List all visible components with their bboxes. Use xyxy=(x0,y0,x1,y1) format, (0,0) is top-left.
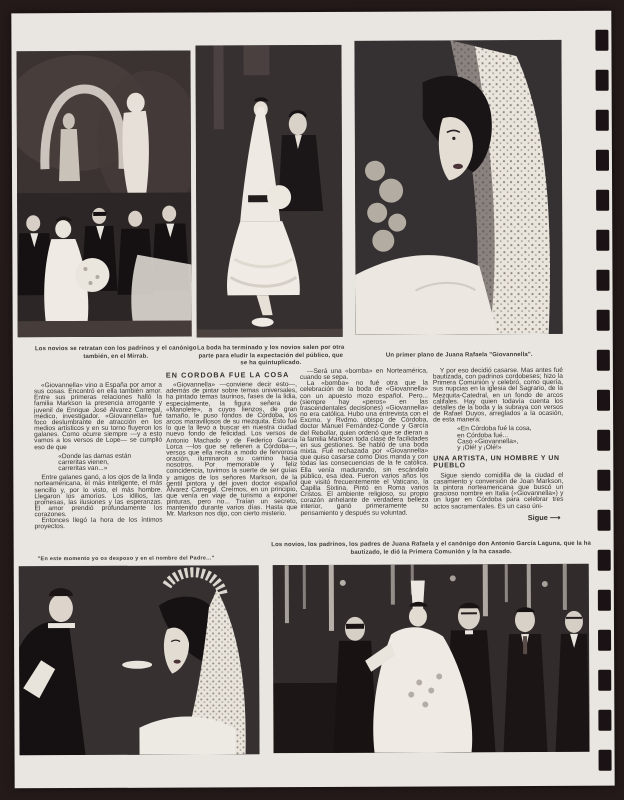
photo-novios-salen-image xyxy=(195,45,342,338)
magazine-page xyxy=(11,11,614,789)
article-column-3 xyxy=(300,368,429,516)
binding-perforation xyxy=(596,70,609,91)
binding-perforations xyxy=(595,30,611,771)
photo-couple-with-padrinos-mirrab xyxy=(16,51,191,338)
binding-perforation xyxy=(597,350,610,371)
paragraph: Entre galanes ganó, a los ojos de la linda norteamericana, el más inteligente, el más sencillo y, por lo visto, el más hombre. Llegaron los amoríos. Los idilios, las promesas, las ilusiones y las esperanzas. El amor prendió profundamente los corazones. xyxy=(34,473,163,519)
article-column-4 xyxy=(433,368,564,529)
binding-perforation xyxy=(597,390,610,411)
paragraph: —Será una «bomba» en Norteamérica, cuando se sepa. xyxy=(299,367,428,382)
caption-top-left: Los novios se retratan con los padrinos y el canónigo también, en el Mirrab. xyxy=(34,345,197,360)
binding-perforation xyxy=(597,310,610,331)
binding-perforation xyxy=(598,630,611,651)
photo-desposorio-image xyxy=(19,565,260,755)
binding-perforation xyxy=(597,430,610,451)
photo-cortejo-image xyxy=(273,564,590,753)
photo-primer-plano-image xyxy=(354,40,562,335)
article-column-1 xyxy=(34,383,163,531)
binding-perforation xyxy=(599,750,612,771)
paragraph: Entonces llegó la hora de los íntimos proyectos. xyxy=(34,516,163,531)
section-heading-en-cordoba: EN CORDOBA FUE LA COSA xyxy=(165,370,290,380)
continuation-note xyxy=(434,512,564,522)
binding-perforation xyxy=(598,590,611,611)
photo-couple-with-padrinos-image xyxy=(16,51,191,338)
binding-perforation xyxy=(596,110,609,131)
section-heading-una-artista: UNA ARTISTA, UN HOMBRE Y UN PUEBLO xyxy=(433,454,560,470)
photo-primer-plano-giovannella xyxy=(354,40,562,335)
paragraph: «Giovannella» —conviene decir esto—, además de pintar sobre temas universales, ha pintado temas taurinos, fases de la lidia, especialmente, la figura señera de «Manolete», a cuyos lienzos, de gran tamaño, le puso fondos de Córdoba, los arcos maravillosos de su mezquita. Esto fué lo que la llevó a buscar en nuestra ciudad nuevo fondo de felicidad. Los versos de Antonio Machado y de Federico García Lorca —los que se refieren a Córdoba—, versos que ella recita a modo de fervorosa oración, iluminaron su camino hacia nosotros. Por memorable y feliz coincidencia, tuvimos la suerte de ser guías y amigos de los señores Markson, de la gentil pintora y del joven doctor español Alvarez Carregal. Creímos, en un principio, que venía en viaje de turismo a exponer pinturas, pero no... Traían un secreto, mantenido durante varios días. Hasta que Mr. Markson nos dijo, con cierto misterio. xyxy=(165,381,298,519)
caption-top-right: Un primer plano de Juana Rafaela "Giovannella". xyxy=(385,352,533,359)
caption-bottom-right: Los novios, los padrinos, los padres de Juana Rafaela y el canónigo don Antonio García Laguna, que la ha bautizado, le dió la Primera Comunión y la ha casado. xyxy=(271,540,592,556)
binding-perforation xyxy=(597,470,610,491)
binding-perforation xyxy=(595,30,608,51)
binding-perforation xyxy=(596,190,609,211)
binding-perforation xyxy=(597,510,610,531)
paragraph: Sigue siendo comidilla de la ciudad el casamiento y conversión de Joan Markson, la pintora norteamericana que buscó un gracioso nombre en Italia («Giovannella») y un lugar en Córdoba para celebrar tres actos sacramentales. Es un caso úni- xyxy=(433,471,564,511)
paragraph: Y por eso decidió casarse. Mas antes fué bautizada, con padrinos cordobeses; hizo la Primera Comunión y celebró, como quería, sus nupcias en la iglesia del Sagrario, de la Mezquita-Catedral, en un fondo de arcos califales. Hay quien todavía cuenta los detalles de la boda y la subraya con versos de Rafael Duyos, arreglados a la ocasión, de esta manera: xyxy=(432,366,564,424)
caption-bottom-left: "En este momento yo os desposo y en el nombre del Padre..." xyxy=(37,555,215,563)
article-column-2 xyxy=(166,372,298,518)
binding-perforation xyxy=(596,150,609,171)
continuation-label: Sigue xyxy=(527,512,548,522)
binding-perforation xyxy=(598,670,611,691)
paragraph: «Giovannella» vino a España por amor a sus cosas. Encontró en ella también amor. Entre sus primeras relaciones halló la familia Markson la presencia arrogante y juvenil de Enrique José Alvarez Carregal, médico, investigador. «Giovannella» fué foco deslumbrante de atracción en los medios artísticos y en su torno fluyeron los galanes. Como ocurre siempre —y a esto vamos a los versos de Lope— se cumplió eso de que xyxy=(33,381,163,451)
photo-novios-salen xyxy=(195,45,342,338)
caption-top-middle: La boda ha terminado y los novios salen por otra parte para eludir la expectación del público, que se ha quintuplicado. xyxy=(197,344,345,367)
binding-perforation xyxy=(596,270,609,291)
binding-perforation xyxy=(598,710,611,731)
verse-quote: «En Córdoba fué la cosa, en Córdoba fué... Casó «Giovannella», y ¡Olé! y ¡Olé!» xyxy=(457,425,532,452)
photo-cortejo-iglesia xyxy=(273,564,590,753)
verse-quote: «Donde las damas están carreritas vienen, carreritas van...» xyxy=(58,452,132,473)
binding-perforation xyxy=(596,230,609,251)
photo-desposorio-priest-bride xyxy=(19,565,260,755)
paragraph: La «bomba» no fué otra que la celebración de la boda de «Giovannella» con un apuesto mozo español. Pero... (siempre hay «peros» en las trascendentales decisiones) «Giovannella» no era católica. Hubo una entrevista con el Excmo. y Rvdmo. obispo de Córdoba, doctor Manuel Fernández-Conde y García del Rebollar, quien ordenó que se dieran a la familia Markson toda clase de facilidades en sus gestiones. Se habló de una boda mixta. Fué rechazada por «Giovannella» que quiso casarse como Dios manda y con todas las consecuencias de la fe católica. Ella venía madurando, sin escándalo público, esa idea. Fueron varios años los que visitó frecuentemente el Vaticano, la Capilla Sixtina. Pintó en Roma varios Cristos. El ambiente religioso, su propio corazón anhelante de verdadera belleza interior, ganó primeramente su pensamiento y después su voluntad. xyxy=(299,379,429,517)
binding-perforation xyxy=(598,550,611,571)
continuation-arrow-icon: ⟶ xyxy=(549,512,560,522)
